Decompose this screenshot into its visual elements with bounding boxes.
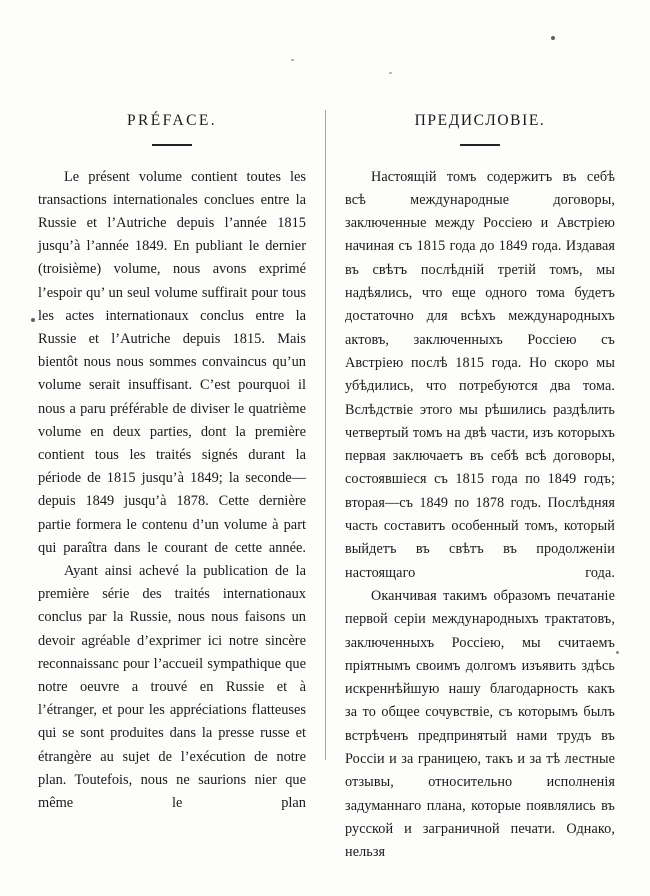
paragraph-russian-1: Настоящій томъ содержитъ въ себѣ всѣ международные договоры, заключенные между Россіею и Австріею начиная съ 1815 года до 1849 года. Издавая въ свѣтъ послѣдній третій томъ, мы надѣялись, что еще одного тома будетъ достаточно для всѣхъ международныхъ актовъ, заключенныхъ Россіею съ Австріею послѣ 1815 года. Но скоро мы убѣдились, что потребуются два тома. Вслѣдствіе этого мы рѣшились раздѣлить четвертый томъ на двѣ части, изъ которыхъ первая заключаетъ въ себѣ всѣ договоры, состоявшіеся съ 1815 года по 1849 годъ; вторая—съ 1849 по 1878 годъ. Послѣдняя часть составитъ особенный томъ, который выйдетъ въ свѣтъ въ продолженіи настоящаго года. (345, 168, 615, 581)
paragraph-russian-2: Оканчивая такимъ образомъ печатаніе первой серіи международныхъ трактатовъ, заключенныхъ Россіею, мы считаемъ пріятнымъ своимъ долгомъ изъявить здѣсь искреннѣйшую нашу благодарность какъ за то общее сочувствіе, съ которымъ былъ встрѣченъ предпринятый нами трудъ въ Россіи и за границею, такъ и за тѣ лестные отзывы, относительно исполненія задуманнаго плана, которые появлялись въ русской и заграничной печати. Однако, нельзя (345, 587, 615, 861)
title-rule-french (152, 144, 192, 146)
scan-speck (616, 651, 619, 654)
scan-speck (291, 59, 294, 61)
scan-speck (31, 318, 35, 322)
page-title-russian: ПРЕДИСЛОВІЕ. (414, 112, 546, 129)
column-divider-rule (325, 110, 326, 760)
column-french (38, 112, 306, 815)
paragraph-french-2: Ayant ainsi achevé la publication de la première série des traités internationaux conclus par la Russie, nous nous faisons un devoir agréable d’exprimer ici notre sincère reconnaissanc pour l’accueil sympathique que notre oeuvre a trouvé en Russie et à l’étranger, et pour les appréciations flatteuses qui se sont produites dans la presse russe et étrangère au sujet de l’exécution de notre plan. Toutefois, nous ne saurions nier que même le plan (38, 563, 306, 812)
scan-speck (389, 72, 392, 74)
column-russian (345, 112, 615, 865)
page-title-french: PRÉFACE. (127, 112, 217, 129)
paragraph-french-1: Le présent volume contient toutes les transactions internationales conclues entre la Russie et l’Autriche depuis l’année 1815 jusqu’à l’année 1849. En publiant le dernier (troisième) volume, nous avons exprimé l’espoir qu’ un seul volume suffirait pour tous les actes internationaux conclus entre la Russie et l’Autriche depuis 1815. Mais bientôt nous nous sommes convaincus qu’un volume serait insuffisant. C’est pourquoi il nous a paru préférable de diviser le quatrième volume en deux parties, dont la première contient tous les traités signés durant la période de 1815 jusqu’à 1849; la seconde—depuis 1849 jusqu’à 1878. Cette dernière partie formera le contenu d’un volume à part qui paraîtra dans le courant de cette année. (38, 168, 306, 556)
scan-speck (551, 36, 555, 40)
title-rule-russian (460, 144, 500, 146)
